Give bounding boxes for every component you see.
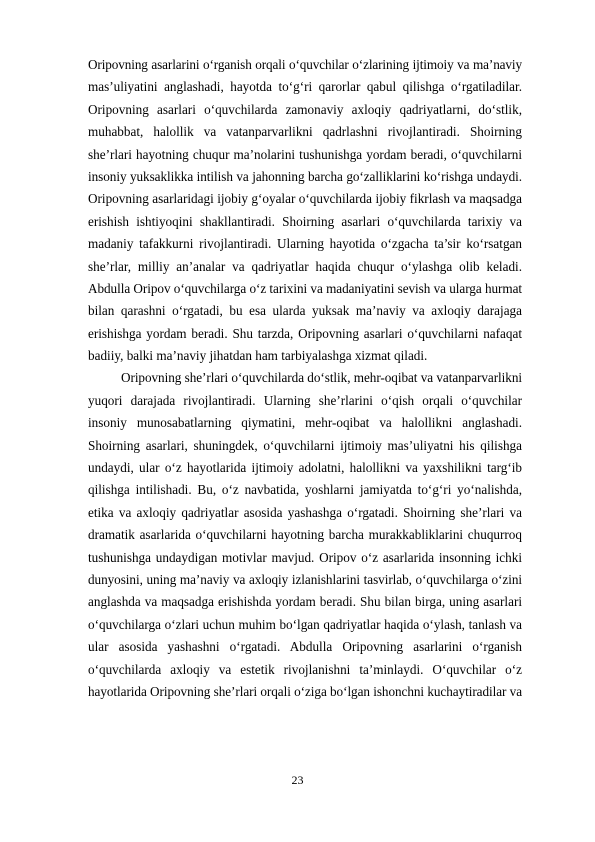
paragraph: [88, 54, 522, 367]
text-line: mas’uliyatini anglashadi, hayotda to‘g‘ri qarorlar qabul qilishga o‘rgatiladilar.: [88, 79, 522, 95]
text-line: tushunishga undaydigan motivlar mavjud. Oripov o‘z asarlarida insonning ichki: [88, 549, 522, 565]
text-line: etika va axloqiy qadriyatlar asosida yashashga o‘rgatadi. Shoirning she’rlari va: [88, 504, 522, 520]
paragraph: [88, 367, 522, 703]
page-number: 23: [291, 773, 304, 787]
text-line: o‘quvchilarga o‘zlari uchun muhim bo‘lgan qadriyatlar haqida o‘ylash, tanlash va: [88, 616, 522, 632]
text-line: ular asosida yashashni o‘rgatadi. Abdulla Oripovning asarlarini o‘rganish: [88, 639, 522, 655]
text-line: hayotlarida Oripovning she’rlari orqali o‘ziga bo‘lgan ishonchni kuchaytiradilar va: [88, 683, 522, 699]
text-line: dramatik asarlarida o‘quvchilarni hayotning barcha murakkabliklarini chuqurroq: [88, 527, 522, 543]
text-line: Abdulla Oripov o‘quvchilarga o‘z tarixini va madaniyatini sevish va ularga hurmat: [88, 280, 522, 296]
text-line: erishishga yordam beradi. Shu tarzda, Oripovning asarlari o‘quvchilarni nafaqat: [88, 325, 522, 341]
text-line: qilishga intilishadi. Bu, o‘z navbatida, yoshlarni jamiyatda to‘g‘ri yo‘nalishda,: [88, 482, 522, 498]
text-line: insoniy yuksaklikka intilish va jahonning barcha go‘zalliklarini ko‘rishga undaydi.: [88, 168, 522, 184]
text-line: undaydi, ular o‘z hayotlarida ijtimoiy adolatni, halollikni va yaxshilikni targ‘ib: [88, 460, 522, 476]
text-line: Oripovning she’rlari o‘quvchilarda do‘stlik, mehr-oqibat va vatanparvarlikni: [121, 370, 522, 386]
text-line: bilan qarashni o‘rgatadi, bu esa ularda yuksak ma’naviy va axloqiy darajaga: [88, 303, 522, 319]
text-line: insoniy munosabatlarning qiymatini, mehr-oqibat va halollikni anglashadi.: [88, 415, 522, 431]
text-line: anglashda va maqsadga erishishda yordam beradi. Shu bilan birga, uning asarlari: [88, 594, 522, 610]
text-line: madaniy tafakkurni rivojlantiradi. Ularning hayotida o‘zgacha ta’sir ko‘rsatgan: [88, 236, 522, 252]
text-line: Oripovning asarlaridagi ijobiy g‘oyalar o‘quvchilarda ijobiy fikrlash va maqsadga: [88, 191, 522, 207]
text-line: o‘quvchilarda axloqiy va estetik rivojlanishni ta’minlaydi. O‘quvchilar o‘z: [88, 661, 522, 677]
text-line: Oripovning asarlari o‘quvchilarda zamonaviy axloqiy qadriyatlarni, do‘stlik,: [88, 101, 522, 117]
text-line: dunyosini, uning ma’naviy va axloqiy izlanishlarini tasvirlab, o‘quvchilarga o‘zini: [88, 571, 522, 587]
text-line: badiiy, balki ma’naviy jihatdan ham tarbiyalashga xizmat qiladi.: [88, 348, 428, 364]
text-line: Shoirning asarlari, shuningdek, o‘quvchilarni ijtimoiy mas’uliyatni his qilishga: [88, 437, 522, 453]
text-line: yuqori darajada rivojlantiradi. Ularning she’rlarini o‘qish orqali o‘quvchilar: [88, 392, 522, 408]
text-line: muhabbat, halollik va vatanparvarlikni qadrlashni rivojlantiradi. Shoirning: [88, 124, 522, 140]
text-line: she’rlar, milliy an’analar va qadriyatlar haqida chuqur o‘ylashga olib keladi.: [88, 258, 522, 274]
text-line: erishish ishtiyoqini shakllantiradi. Shoirning asarlari o‘quvchilarda tarixiy va: [88, 213, 522, 229]
body-text: [88, 54, 522, 703]
text-line: Oripovning asarlarini o‘rganish orqali o‘quvchilar o‘zlarining ijtimoiy va ma’naviy: [88, 57, 522, 72]
text-line: she’rlari hayotning chuqur ma’nolarini tushunishga yordam beradi, o‘quvchilarni: [88, 146, 522, 162]
